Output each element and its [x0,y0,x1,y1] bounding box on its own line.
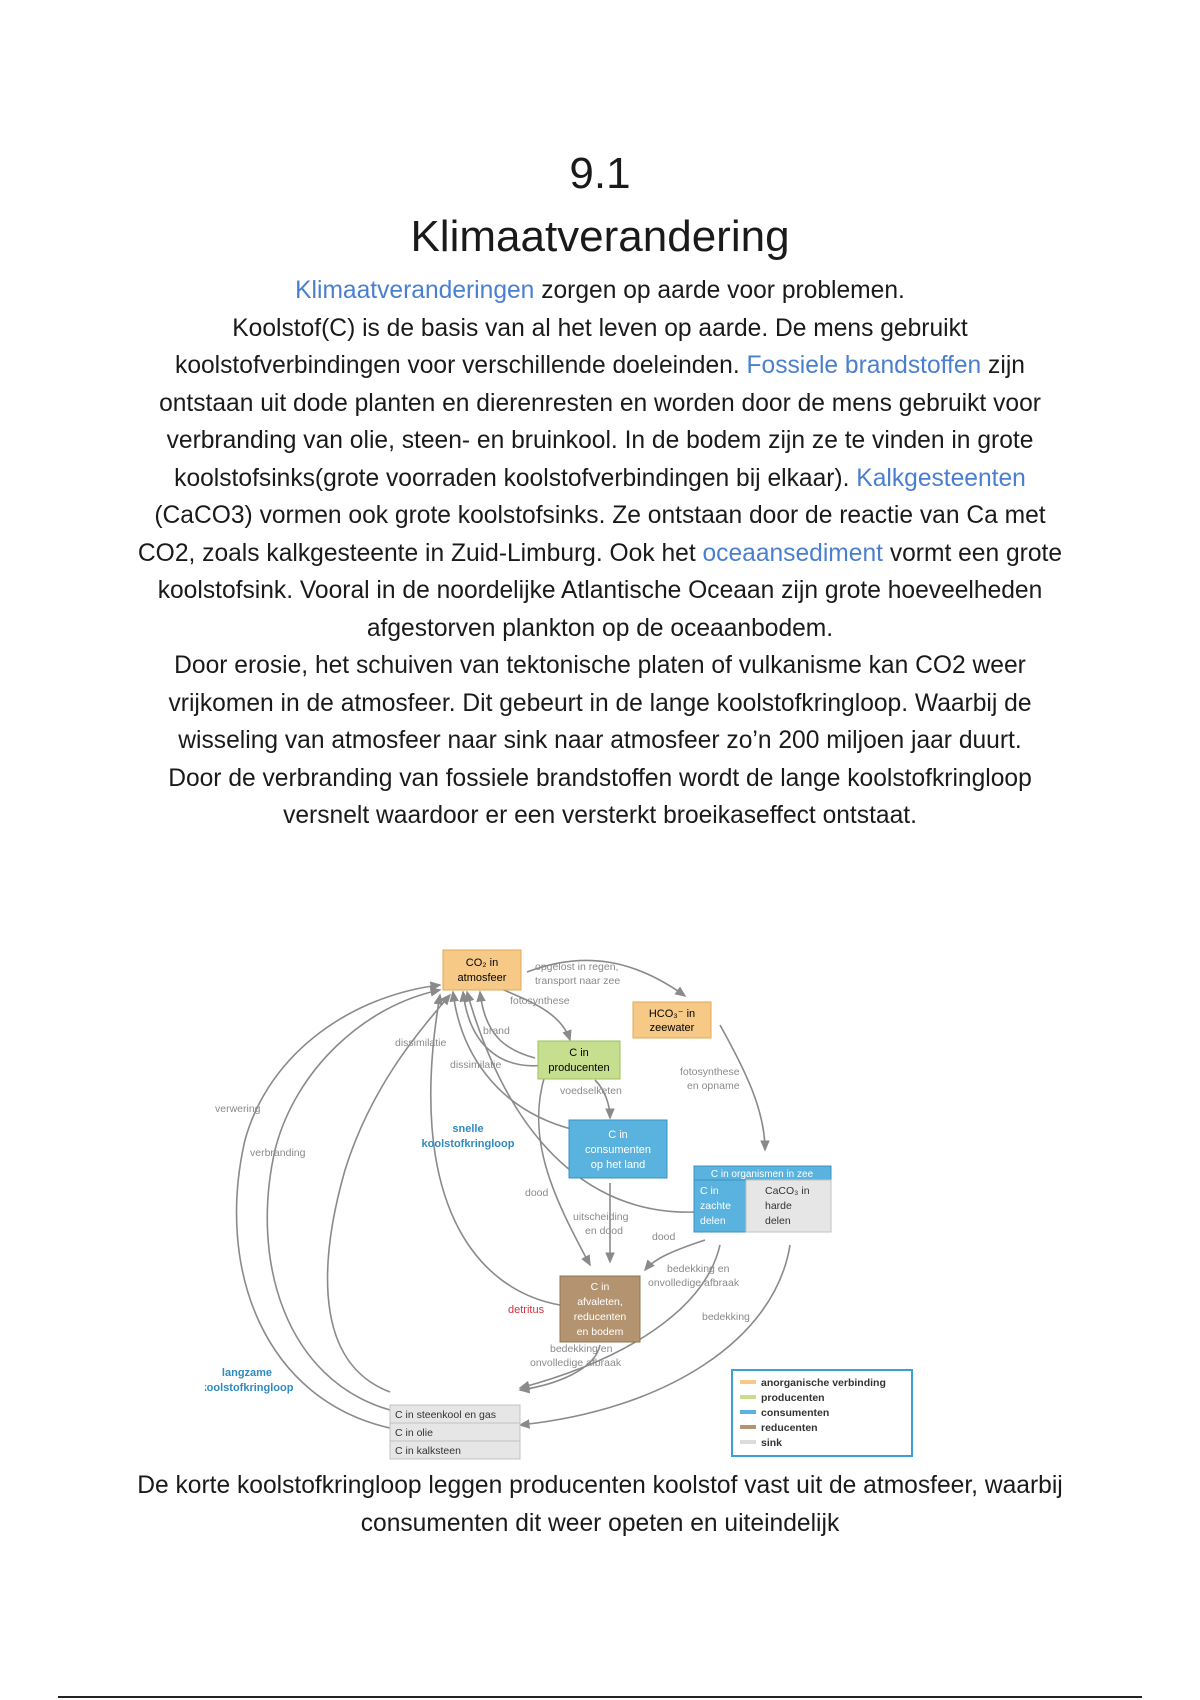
legend-label: consumenten [761,1407,830,1419]
legend-swatch [740,1380,756,1384]
paragraph-combustion: Door de verbranding van fossiele brandstoffen wordt de lange koolstofkringloop versnelt waardoor er een versterkt broeikaseffect ontstaat. [168,764,1032,829]
legend-label: anorganische verbinding [761,1377,886,1389]
box-sea-organisms [694,1166,831,1232]
box-detritus-line4: en bodem [576,1326,624,1338]
legend-label: sink [761,1437,783,1449]
arrow-combustion [267,990,440,1410]
box-producers [538,1041,620,1079]
box-detritus-line2: afvaleten, [577,1296,623,1308]
box-sea-hard-line2: harde [765,1200,792,1212]
cycle-labels [205,1123,515,1394]
label-dissimilation-2: dissimilatie [450,1059,502,1071]
label-cover-2: bedekking [702,1311,750,1323]
label-photo-sea-1: fotosynthese [680,1066,740,1078]
legend-swatch [740,1395,756,1399]
box-consumers-line1: C in [608,1129,628,1141]
label-rain-2: transport naar zee [535,975,621,987]
label-cover-1b: onvolledige afbraak [648,1277,740,1289]
box-detritus-line1: C in [590,1281,610,1293]
box-sink-lime: C in kalksteen [395,1445,461,1457]
sentence: (CaCO3) vormen ook grote koolstofsinks. Ze ontstaan door de reactie van Ca met CO2, zoals kalkgesteente in Zuid-Limburg. Ook het [137,502,1046,567]
box-co2 [443,950,521,990]
label-cover-3a: bedekking en [550,1343,613,1355]
label-photosynthesis: fotosynthese [510,995,570,1007]
keyword-klimaatveranderingen: Klimaatveranderingen [295,277,535,304]
legend-label: producenten [761,1392,825,1404]
section-number: 9.1 [569,149,631,198]
paragraph-erosion: Door erosie, het schuiven van tektonische platen of vulkanisme kan CO2 weer vrijkomen in de atmosfeer. Dit gebeurt in de lange koolstofkringloop. Waarbij de wisseling van atmosfeer naar sink naar atmosfeer zo’n 200 miljoen jaar duurt. [168,652,1032,754]
box-co2-line2: atmosfeer [457,972,507,984]
legend-label: reducenten [761,1422,818,1434]
label-combustion: verbranding [250,1147,306,1159]
label-food-chains: voedselketen [560,1085,622,1097]
body-paragraph [130,272,1070,835]
box-hco3-line2: zeewater [649,1022,695,1034]
carbon-cycle-diagram [205,940,1005,1460]
label-fast-cycle-2: koolstofkringloop [421,1138,515,1150]
label-weathering: verwering [215,1103,261,1115]
sentence: zorgen op aarde voor problemen. [534,277,905,304]
label-excretion-2: en dood [585,1225,623,1237]
box-sink-oil: C in olie [395,1427,433,1439]
label-photo-sea-2: en opname [687,1080,740,1092]
box-consumers-line3: op het land [590,1159,646,1171]
label-slow-cycle-1: langzame [221,1367,273,1379]
section-title: Klimaatverandering [410,212,790,261]
keyword-fossiele-brandstoffen: Fossiele brandstoffen [746,352,982,379]
box-producers-line1: C in [569,1047,589,1059]
box-sink-coal: C in steenkool en gas [395,1409,496,1421]
label-fire: brand [483,1025,510,1037]
sentence: Koolstof(C) is de basis van al het leven op aarde. De mens gebruikt koolstofverbindingen voor verschillende doeleinden. [175,314,968,379]
label-dissimilation-1: dissimilatie [395,1037,447,1049]
box-hco3-line1: HCO₃⁻ in [648,1008,696,1020]
box-sea-header: C in organismen in zee [710,1169,814,1180]
box-detritus [560,1276,640,1342]
label-dead-1: dood [525,1187,549,1199]
keyword-oceaansediment: oceaansediment [702,539,883,567]
legend [732,1370,912,1456]
sentence: vormt een grote koolstofsink. Vooral in de noordelijke Atlantische Oceaan zijn grote hoeveelheden afgestorven plankton op de oceaanbodem. [157,539,1063,642]
box-sea-soft-line1: C in [700,1185,719,1197]
box-sea-hard-line3: delen [765,1215,791,1227]
label-detritus: detritus [508,1304,545,1316]
legend-swatch [740,1425,756,1429]
box-consumers-line2: consumenten [584,1144,652,1156]
sentence: zijn ontstaan uit dode planten en dierenresten en worden door de mens gebruikt voor verbranding van olie, steen- en bruinkool. In de bodem zijn ze te vinden in grote koolstofsinks(grote voorraden koolstofverbindingen bij elkaar). [159,352,1041,492]
box-sea-soft-line2: zachte [700,1200,731,1212]
label-cover-1a: bedekking en [667,1263,730,1275]
legend-swatch [740,1440,756,1444]
carbon-cycle-svg [205,940,1005,1460]
closing-paragraph: De korte koolstofkringloop leggen producenten koolstof vast uit de atmosfeer, waarbij consumenten dit weer opeten en uiteindelijk [137,1472,1063,1537]
label-rain-1: opgelost in regen, [535,961,619,973]
label-excretion-1: uitscheiding [573,1211,629,1223]
label-dead-2: dood [652,1231,676,1243]
keyword-kalkgesteenten: Kalkgesteenten [856,464,1026,492]
box-hco3 [633,1002,711,1038]
box-consumers [569,1120,667,1178]
box-sea-soft-line3: delen [700,1215,726,1227]
box-co2-line1: CO₂ in [465,957,499,969]
box-sinks [390,1405,520,1459]
page-rule [58,1696,1142,1698]
label-fast-cycle-1: snelle [452,1123,484,1135]
label-slow-cycle-2: koolstofkringloop [205,1382,294,1394]
label-cover-3b: onvolledige afbraak [530,1357,622,1369]
box-sea-hard-line1: CaCO₃ in [765,1185,810,1197]
box-producers-line2: producenten [548,1062,610,1074]
box-detritus-line3: reducenten [573,1311,627,1323]
legend-swatch [740,1410,756,1414]
